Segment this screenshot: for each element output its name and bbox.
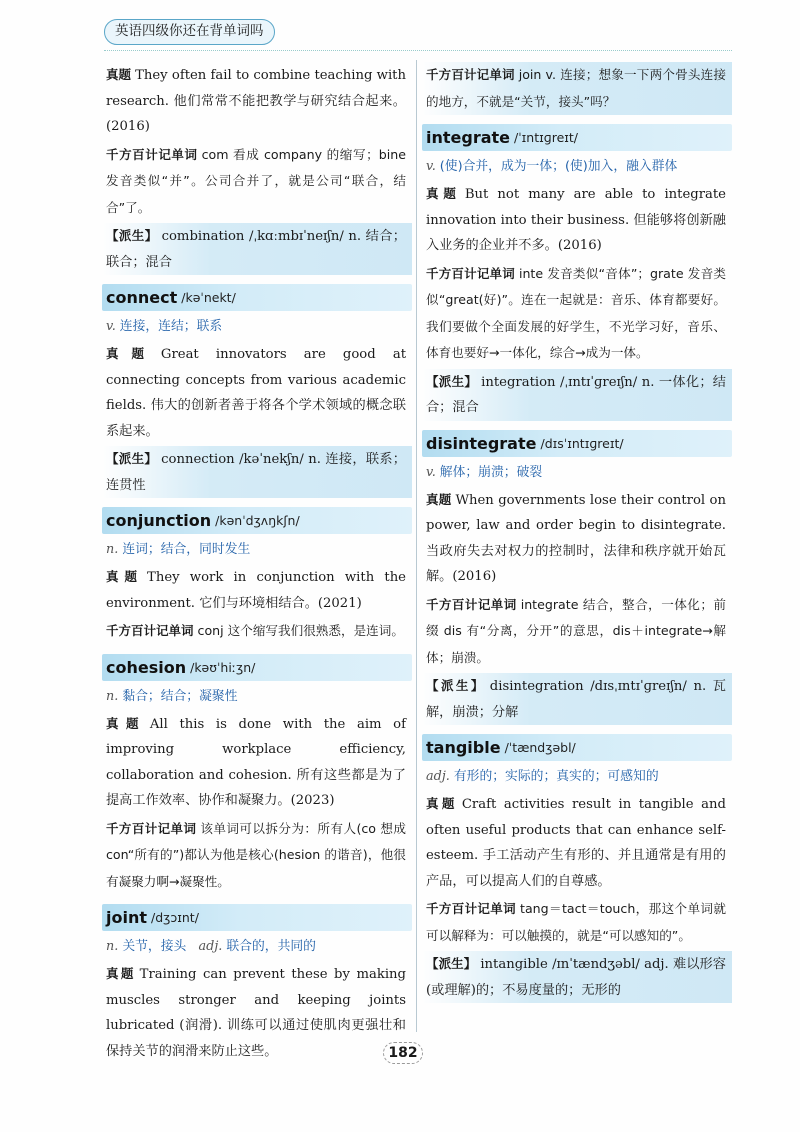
word-header-integrate: [422, 124, 732, 151]
word-header-disintegrate: [422, 430, 732, 457]
pos: n.: [106, 542, 119, 557]
headword: connect: [106, 288, 178, 307]
meaning-text: 连词；结合，同时发生: [122, 542, 251, 557]
zhenti-text: All this is done with the aim of improving workplace efficiency, collaboration and cohesion. 所有这些都是为了提高工作效率、协作和凝聚力。(2023): [106, 716, 406, 808]
memo-tag: 千方百计记单词: [426, 596, 517, 612]
derive-block: [102, 446, 412, 498]
zhenti-block: [426, 487, 726, 590]
meaning: [426, 461, 726, 485]
memo-tag: 千方百计记单词: [106, 623, 194, 638]
derive-tag: 【派生】: [106, 228, 158, 243]
word-header-tangible: [422, 734, 732, 761]
zhenti-block: [106, 62, 406, 140]
memo-tag: 千方百计记单词: [426, 67, 515, 82]
pos: v.: [426, 159, 436, 174]
zhenti-tag: 真题: [106, 569, 144, 584]
zhenti-block: [106, 711, 406, 814]
memo-block: [422, 62, 732, 115]
meaning-text: 关节，接头: [122, 939, 187, 954]
headword: integrate: [426, 128, 511, 147]
left-column: [106, 62, 406, 1064]
headword: conjunction: [106, 511, 212, 530]
page-number: 182: [383, 1042, 423, 1064]
derive-block: [422, 673, 732, 725]
phonetic: /ˈtændʒəbl/: [504, 740, 576, 755]
memo-block: [426, 261, 726, 367]
meaning-text: (使)合并，成为一体；(使)加入，融入群体: [439, 159, 678, 174]
pos: n.: [106, 688, 119, 704]
phonetic: /dʒɔɪnt/: [151, 910, 199, 925]
zhenti-block: [106, 341, 406, 444]
meaning-text: 连接，连结；联系: [119, 319, 223, 334]
memo-block: [426, 592, 726, 672]
derive-block: [422, 951, 732, 1003]
word-header-connect: [102, 284, 412, 311]
memo-tag: 千方百计记单词: [426, 901, 517, 916]
derive-text: integration /ˌɪntɪˈɡreɪʃn/ n. 一体化；结合；混合: [426, 374, 726, 415]
memo-block: [426, 896, 726, 949]
memo-text: join v. 连接；想象一下两个骨头连接的地方，不就是“关节，接头”吗？: [426, 67, 726, 109]
right-column: [426, 62, 726, 1003]
derive-block: [102, 223, 412, 275]
zhenti-tag: 真题: [106, 715, 146, 731]
memo-block: [106, 142, 406, 222]
zhenti-tag: 真题: [426, 186, 461, 201]
derive-block: [422, 369, 732, 421]
phonetic: /kəʊˈhiːʒn/: [190, 659, 256, 675]
derive-text: combination /ˌkɑːmbɪˈneɪʃn/ n. 结合；联合；混合: [106, 229, 406, 270]
phonetic: /kənˈdʒʌŋkʃn/: [215, 513, 300, 528]
derive-tag: 【派生】: [426, 956, 477, 971]
phonetic: /dɪsˈɪntɪɡreɪt/: [540, 435, 624, 451]
meaning: [106, 315, 406, 339]
pos: v.: [106, 319, 116, 334]
word-header-joint: [102, 904, 412, 931]
memo-tag: 千方百计记单词: [106, 820, 197, 836]
meaning-text: 解体；崩溃；破裂: [439, 464, 543, 480]
zhenti-block: [426, 181, 726, 259]
meaning-text: 黏合；结合；凝聚性: [122, 688, 238, 704]
pos: adj.: [426, 769, 450, 784]
meaning-text: 有形的；实际的；真实的；可感知的: [453, 769, 659, 784]
headword: tangible: [426, 738, 501, 757]
zhenti-text: But not many are able to integrate innovation into their business. 但能够将创新融入业务的企业并不多。(2016): [426, 187, 726, 253]
zhenti-text: They work in conjunction with the environment. 它们与环境相结合。(2021): [106, 570, 406, 611]
zhenti-tag: 真题: [426, 796, 458, 811]
meaning: [106, 935, 406, 959]
book-title-tab: 英语四级你还在背单词吗: [104, 19, 275, 45]
zhenti-tag: 真题: [426, 491, 452, 507]
word-header-conjunction: [102, 507, 412, 534]
headword: cohesion: [106, 657, 187, 677]
memo-text: inte 发音类似“音体”；grate 发音类似“great(好)”。连在一起就是：音乐、体育都要好。我们要做个全面发展的好学生，不光学习好，音乐、体育也要好→一体化，综合→成为一体。: [426, 265, 726, 360]
memo-tag: 千方百计记单词: [426, 265, 515, 281]
phonetic: /ˈɪntɪɡreɪt/: [514, 130, 579, 145]
header-rule: [104, 50, 732, 51]
zhenti-block: [106, 961, 406, 1064]
meaning: [106, 538, 406, 562]
memo-block: [106, 816, 406, 896]
memo-text: tang＝tact＝touch，那这个单词就可以解释为：可以触摸的，就是“可以感知的”。: [426, 901, 726, 943]
zhenti-block: [426, 791, 726, 894]
meaning: [106, 685, 406, 709]
phonetic: /kəˈnekt/: [181, 290, 236, 305]
pos: n.: [106, 939, 119, 954]
zhenti-text: Craft activities result in tangible and often useful products that can enhance self-esteem. 手工活动产生有形的、并且通常是有用的产品，可以提高人们的自尊感。: [426, 797, 726, 889]
headword: disintegrate: [426, 433, 537, 453]
pos: v.: [426, 464, 436, 480]
meaning-text: 联合的，共同的: [226, 939, 316, 954]
derive-tag: 【派生】: [426, 678, 486, 693]
zhenti-tag: 真题: [106, 346, 157, 361]
zhenti-text: They often fail to combine teaching with research. 他们常常不能把教学与研究结合起来。(2016): [106, 68, 406, 134]
derive-text: intangible /ɪnˈtændʒəbl/ adj. 难以形容(或理解)的；不易度量的；无形的: [426, 957, 726, 998]
derive-text: connection /kəˈnekʃn/ n. 连接，联系；连贯性: [106, 452, 406, 493]
column-divider: [416, 60, 417, 1032]
zhenti-tag: 真题: [106, 966, 136, 981]
derive-tag: 【派生】: [106, 451, 158, 466]
memo-text: com 看成 company 的缩写；bine 发音类似“并”。公司合并了，就是公司“联合，结合”了。: [106, 146, 406, 215]
memo-block: [106, 618, 406, 645]
zhenti-tag: 真题: [106, 67, 132, 82]
memo-text: 该单词可以拆分为：所有人(co 想成 con“所有的”)都认为他是核心(hesion 的谐音)，他很有凝聚力啊→凝聚性。: [106, 820, 406, 889]
memo-text: conj 这个缩写我们很熟悉，是连词。: [197, 623, 404, 638]
memo-text: integrate 结合，整合，一体化；前缀 dis 有“分离，分开”的意思，dis＋integrate→解体；崩溃。: [426, 596, 726, 665]
zhenti-block: [106, 564, 406, 616]
pos: adj.: [198, 939, 223, 954]
word-header-cohesion: [102, 654, 412, 681]
zhenti-text: When governments lose their control on power, law and order begin to disintegrate. 当政府失去对权力的控制时，法律和秩序就开始瓦解。(2016): [426, 492, 726, 584]
headword: joint: [106, 908, 147, 927]
zhenti-text: Training can prevent these by making muscles stronger and keeping joints lubricated (润滑). 训练可以通过使肌肉更强壮和保持关节的润滑来防止这些。: [106, 967, 406, 1059]
derive-tag: 【派生】: [426, 373, 478, 389]
zhenti-text: Great innovators are good at connecting concepts from various academic fields. 伟大的创新者善于将各个学术领域的概念联系起来。: [106, 347, 406, 439]
derive-text: disintegration /dɪsˌɪntɪˈɡreɪʃn/ n. 瓦解，崩溃；分解: [426, 679, 726, 720]
meaning: [426, 765, 726, 789]
memo-tag: 千方百计记单词: [106, 146, 198, 162]
meaning: [426, 155, 726, 179]
